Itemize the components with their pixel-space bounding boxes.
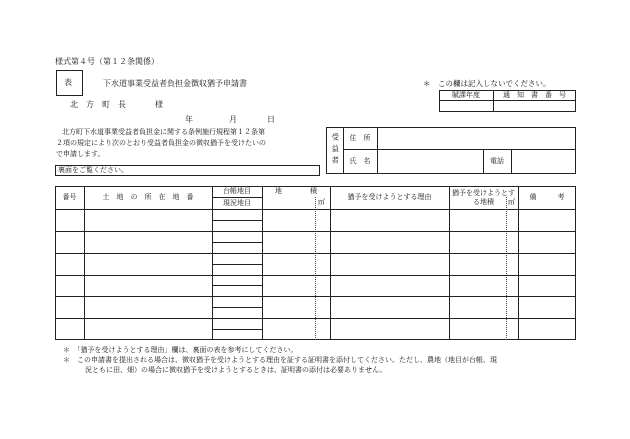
footnote-1: ＊ 「猶予を受けようとする理由」欄は、裏面の表を参考にしてください。 [63, 346, 298, 354]
body-text-line-2: ２項の規定により次のとおり受益者負担金の徴収猶予を受けたいの [56, 139, 266, 147]
date-day-label: 日 [267, 115, 275, 124]
front-label: 表 [64, 78, 72, 87]
office-notice-number-value[interactable] [493, 100, 576, 112]
back-note: 裏面をご覧ください。 [58, 166, 128, 174]
form-number: 様式第４号（第１２条関係） [55, 57, 159, 66]
addressee-honorific: 様 [155, 100, 163, 109]
table-row[interactable] [55, 253, 576, 275]
header-deferral-unit: ㎡ [508, 198, 515, 206]
phone-field[interactable] [511, 149, 576, 174]
office-year-value[interactable] [439, 100, 493, 112]
name-field[interactable] [377, 149, 483, 174]
header-reason: 猶予を受けようとする理由 [347, 193, 432, 202]
address-field[interactable] [377, 127, 576, 149]
date-month-label: 月 [229, 115, 237, 124]
body-text-line-1: 北方町下水道事業受益者負担金に関する条例施行規程第１２条第 [62, 128, 265, 136]
header-area-unit: ㎡ [318, 198, 325, 206]
header-deferral-area: 猶予を受けようとする地積 [452, 188, 515, 206]
table-row[interactable] [55, 209, 576, 231]
footnote-3: 況ともに田、畑）の場合に徴収猶予を受けようとするときは、証明書の添付は必要ありません。 [85, 366, 387, 374]
header-area: 地 積 [275, 187, 317, 196]
office-col-year: 賦課年度 [452, 90, 480, 99]
phone-label: 電話 [490, 157, 504, 166]
date-year-label: 年 [185, 115, 193, 124]
header-number: 番号 [62, 193, 77, 202]
office-use-note: ＊ この欄は記入しないでください。 [423, 79, 551, 88]
table-row[interactable] [55, 318, 576, 340]
footnote-2: ＊ この申請書を提出される場合は、徴収猶予を受けようとする理由を証する証明書を添付してください。ただし、農地（地目が台帳、現 [63, 356, 497, 364]
table-row[interactable] [55, 231, 576, 253]
table-row[interactable] [55, 275, 576, 297]
beneficiary-label: 受益者 [330, 133, 340, 168]
table-row[interactable] [55, 296, 576, 318]
body-text-line-3: で申請します。 [56, 150, 105, 158]
addressee-org: 北 方 町 長 [70, 100, 126, 109]
header-current-category: 現況地目 [223, 198, 251, 207]
header-ledger-category: 台帳地目 [223, 187, 251, 196]
name-label: 氏 名 [349, 157, 371, 166]
form-title: 下水道事業受益者負担金徴収猶予申請書 [103, 79, 247, 88]
office-col-notice-number: 通 知 書 番 号 [503, 90, 566, 99]
address-label: 住 所 [349, 133, 371, 142]
header-remarks: 備 考 [529, 193, 565, 202]
header-location: 土 地 の 所 在 地 番 [102, 193, 194, 202]
